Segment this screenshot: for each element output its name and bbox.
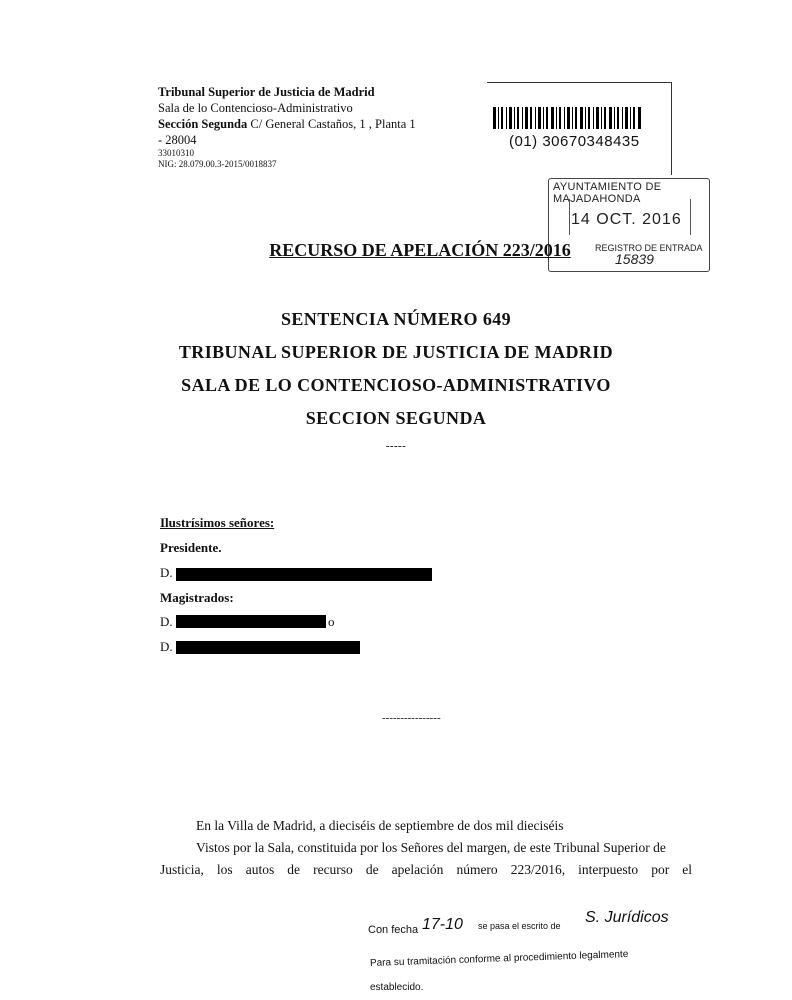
annotation-text: establecido. [370, 982, 424, 993]
postcode: - 28004 [158, 133, 197, 147]
annotation-text: Para su tramitación conforme al procedimiento legalmente [369, 948, 629, 969]
magistrates-label: Magistrados: [160, 590, 234, 605]
redaction-bar [176, 615, 326, 628]
handwritten-dept: S. Jurídicos [585, 909, 669, 926]
judges-heading: Ilustrísimos señores: [160, 515, 275, 530]
section-title: SECCION SEGUNDA [305, 408, 487, 428]
barcode-box [487, 82, 672, 175]
magistrate-1 [160, 614, 360, 630]
name-trail: o [328, 614, 335, 629]
stamp-org: AYUNTAMIENTO DE MAJADAHONDA [553, 181, 662, 205]
chamber-title: SALA DE LO CONTENCIOSO-ADMINISTRATIVO [181, 375, 611, 395]
redaction-bar [176, 568, 432, 581]
date-line: En la Villa de Madrid, a dieciséis de septiembre de dos mil dieciséis [196, 818, 564, 833]
name-prefix: D. [160, 565, 173, 580]
president-name [160, 565, 173, 581]
court-title: TRIBUNAL SUPERIOR DE JUSTICIA DE MADRID [178, 342, 614, 362]
court-name: Tribunal Superior de Justicia de Madrid [158, 85, 375, 99]
handwritten-date: 17-10 [422, 916, 463, 933]
chamber-name: Sala de lo Contencioso-Administrativo [158, 101, 353, 115]
body-line: Justicia, los autos de recurso de apelación número 223/2016, interpuesto por el [160, 862, 692, 877]
nig: NIG: 28.079.00.3-2015/0018837 [158, 159, 277, 169]
barcode-number: (01) 30670348435 [509, 133, 640, 150]
annotation-text: se pasa el escrito de [478, 921, 561, 931]
magistrate-2 [160, 639, 173, 655]
stamp-label: REGISTRO DE ENTRADA [595, 243, 703, 253]
body-separator: ---------------- [382, 712, 441, 724]
judgment-number: SENTENCIA NÚMERO 649 [280, 309, 512, 329]
court-code: 33010310 [158, 148, 194, 158]
stamp-number: 15839 [615, 251, 654, 267]
section-address [158, 116, 458, 132]
barcode-icon [493, 107, 643, 129]
name-prefix: D. [160, 639, 173, 654]
title-separator: ----- [385, 440, 407, 452]
address: C/ General Castaños, 1 , Planta 1 [247, 117, 416, 131]
redaction-bar [176, 641, 360, 654]
appeal-title: RECURSO DE APELACIÓN 223/2016 [269, 240, 571, 260]
president-label: Presidente. [160, 540, 222, 555]
court-header [158, 84, 458, 170]
stamp-date: 14 OCT. 2016 [571, 211, 682, 228]
body-line: Vistos por la Sala, constituida por los Señores del margen, de este Tribunal Superior de [196, 840, 666, 855]
annotation-date-prefix: Con fecha [368, 924, 419, 936]
section-name: Sección Segunda [158, 117, 248, 131]
name-prefix: D. [160, 614, 173, 629]
